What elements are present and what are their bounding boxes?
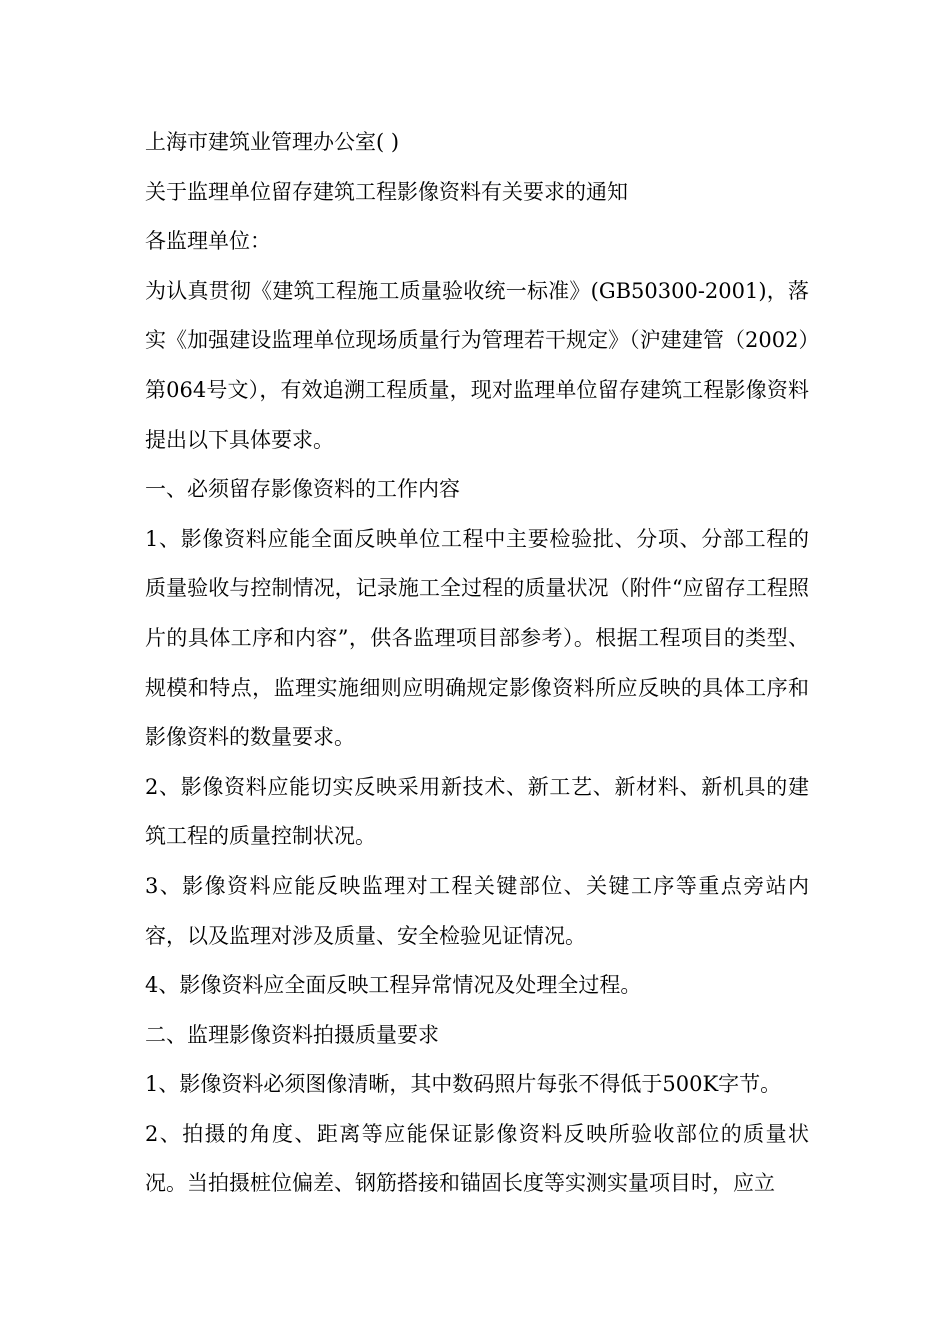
section-1-item-1: 1、影像资料应能全面反映单位工程中主要检验批、分项、分部工程的质量验收与控制情况，记录施工全过程的质量状况（附件“应留存工程照片的具体工序和内容”，供各监理项目部参考）。根据工程项目的类型、规模和特点，监理实施细则应明确规定影像资料所应反映的具体工序和影像资料的数量要求。 [145, 526, 809, 750]
section-1-item-4: 4、影像资料应全面反映工程异常情况及处理全过程。 [145, 973, 642, 998]
section-2-item-1: 1、影像资料必须图像清晰，其中数码照片每张不得低于500K字节。 [145, 1072, 782, 1097]
section-heading-1: 一、必须留存影像资料的工作内容 [145, 477, 460, 502]
section-2-item-2: 2、拍摄的角度、距离等应能保证影像资料反映所验收部位的质量状况。当拍摄桩位偏差、钢筋搭接和锚固长度等实测实量项目时，应立 [145, 1121, 809, 1196]
issuer-line: 上海市建筑业管理办公室( ) [145, 130, 400, 154]
section-1-item-2: 2、影像资料应能切实反映采用新技术、新工艺、新材料、新机具的建筑工程的质量控制状况。 [145, 774, 809, 849]
notice-title: 关于监理单位留存建筑工程影像资料有关要求的通知 [145, 179, 628, 204]
document-body [145, 118, 809, 1209]
section-heading-2: 二、监理影像资料拍摄质量要求 [145, 1022, 439, 1047]
salutation: 各监理单位： [145, 229, 271, 254]
intro-paragraph: 为认真贯彻《建筑工程施工质量验收统一标准》(GB50300-2001)，落实《加强建设监理单位现场质量行为管理若干规定》（沪建建管（2002）第064号文），有效追溯工程质量，现对监理单位留存建筑工程影像资料提出以下具体要求。 [145, 278, 809, 452]
section-1-item-3: 3、影像资料应能反映监理对工程关键部位、关键工序等重点旁站内容，以及监理对涉及质量、安全检验见证情况。 [145, 873, 809, 948]
